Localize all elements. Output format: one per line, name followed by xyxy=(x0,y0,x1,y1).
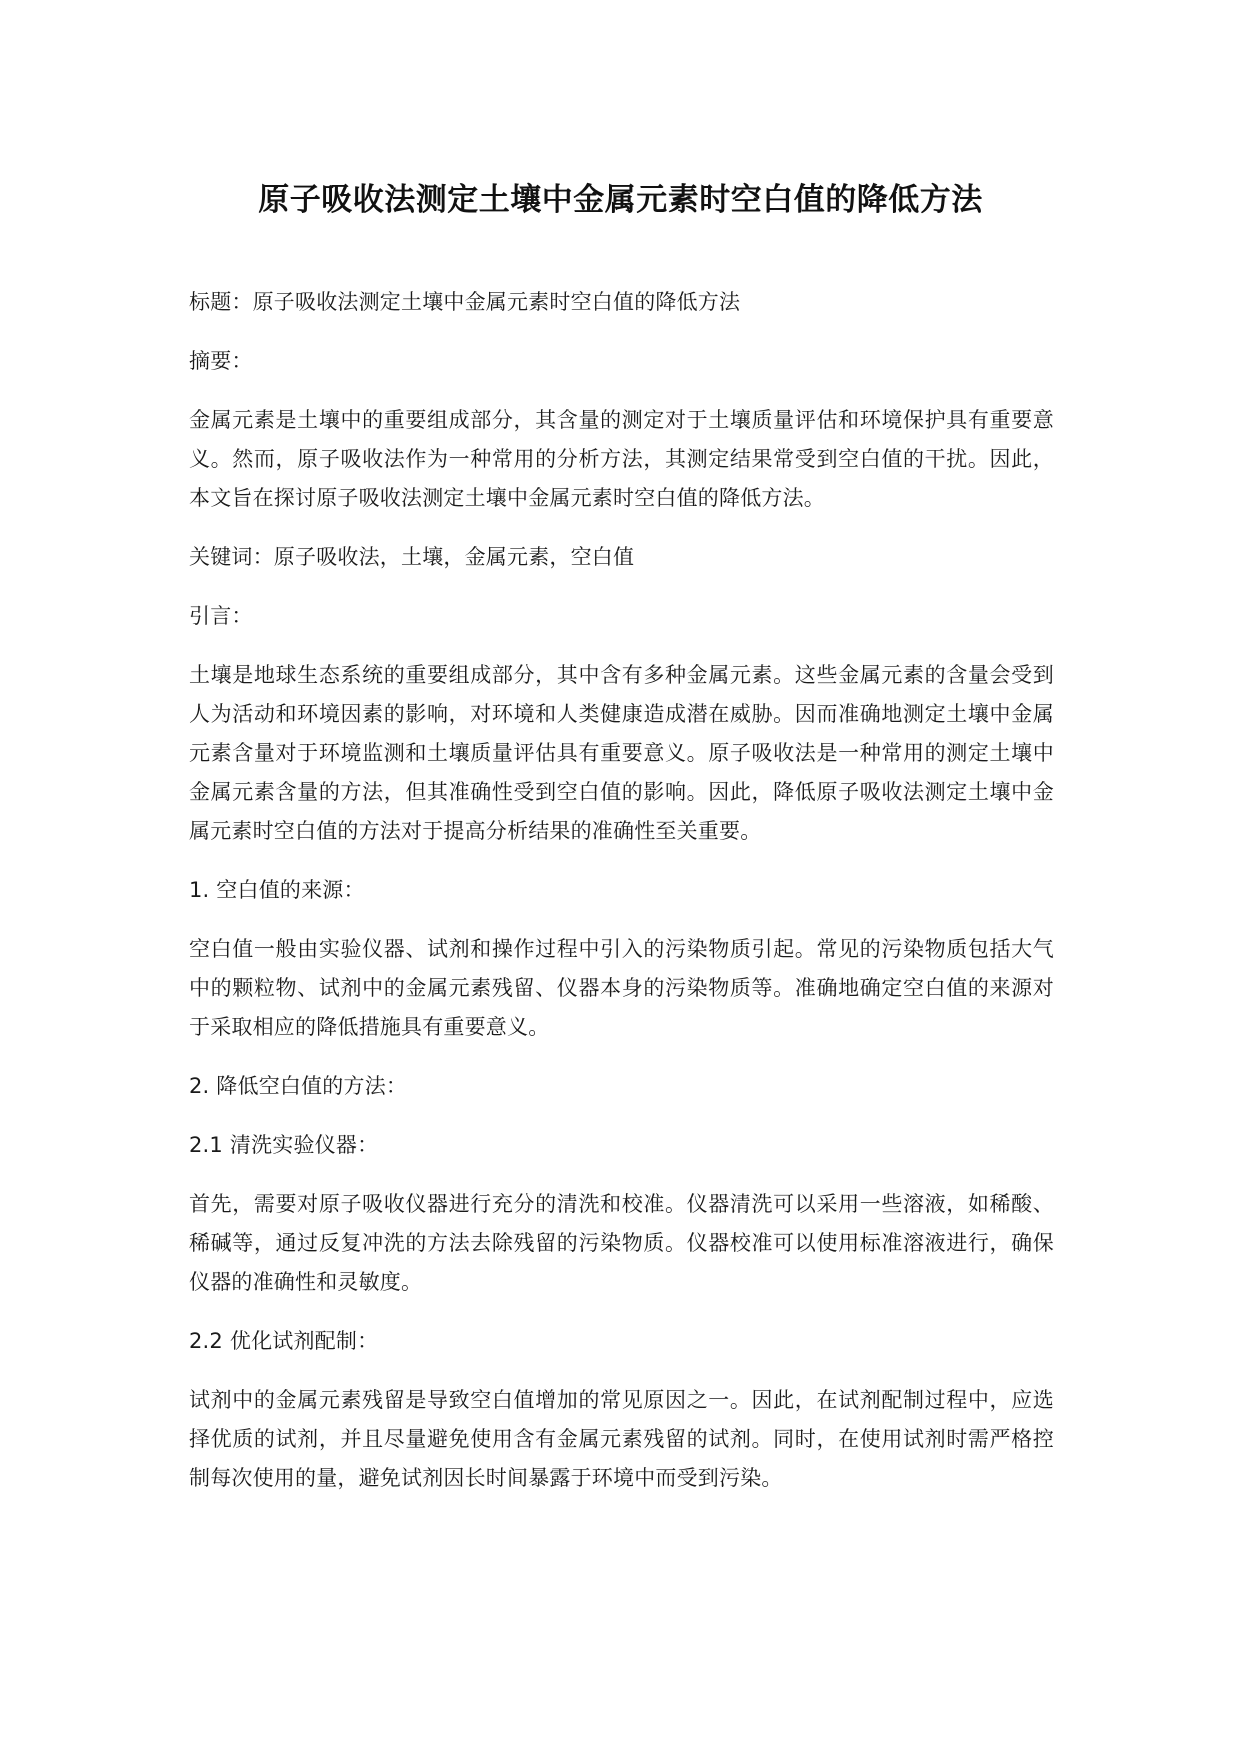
keywords-line: 关键词：原子吸收法，土壤，金属元素，空白值 xyxy=(189,545,635,569)
introduction-paragraph: 土壤是地球生态系统的重要组成部分，其中含有多种金属元素。这些金属元素的含量会受到人为活动和环境因素的影响，对环境和人类健康造成潜在威胁。因而准确地测定土壤中金属元素含量对于环境监测和土壤质量评估具有重要意义。原子吸收法是一种常用的测定土壤中金属元素含量的方法，但其准确性受到空白值的影响。因此，降低原子吸收法测定土壤中金属元素时空白值的方法对于提高分析结果的准确性至关重要。 xyxy=(189,663,1054,843)
document-body xyxy=(189,283,1054,1518)
section-2-1-paragraph: 首先，需要对原子吸收仪器进行充分的清洗和校准。仪器清洗可以采用一些溶液，如稀酸、稀碱等，通过反复冲洗的方法去除残留的污染物质。仪器校准可以使用标准溶液进行，确保仪器的准确性和灵敏度。 xyxy=(189,1192,1054,1294)
section-2-2-heading: 2.2 优化试剂配制： xyxy=(189,1329,379,1353)
title-line: 标题：原子吸收法测定土壤中金属元素时空白值的降低方法 xyxy=(189,290,741,314)
section-1-paragraph: 空白值一般由实验仪器、试剂和操作过程中引入的污染物质引起。常见的污染物质包括大气中的颗粒物、试剂中的金属元素残留、仪器本身的污染物质等。准确地确定空白值的来源对于采取相应的降低措施具有重要意义。 xyxy=(189,937,1054,1039)
introduction-heading: 引言： xyxy=(189,604,253,628)
abstract-paragraph: 金属元素是土壤中的重要组成部分，其含量的测定对于土壤质量评估和环境保护具有重要意义。然而，原子吸收法作为一种常用的分析方法，其测定结果常受到空白值的干扰。因此，本文旨在探讨原子吸收法测定土壤中金属元素时空白值的降低方法。 xyxy=(189,408,1054,510)
document-title: 原子吸收法测定土壤中金属元素时空白值的降低方法 xyxy=(258,182,983,218)
section-2-1-heading: 2.1 清洗实验仪器： xyxy=(189,1133,379,1157)
section-2-2-paragraph: 试剂中的金属元素残留是导致空白值增加的常见原因之一。因此，在试剂配制过程中，应选择优质的试剂，并且尽量避免使用含有金属元素残留的试剂。同时，在使用试剂时需严格控制每次使用的量，避免试剂因长时间暴露于环境中而受到污染。 xyxy=(189,1388,1054,1490)
abstract-heading: 摘要： xyxy=(189,349,253,373)
section-2-heading: 2. 降低空白值的方法： xyxy=(189,1074,408,1098)
section-1-heading: 1. 空白值的来源： xyxy=(189,878,365,902)
